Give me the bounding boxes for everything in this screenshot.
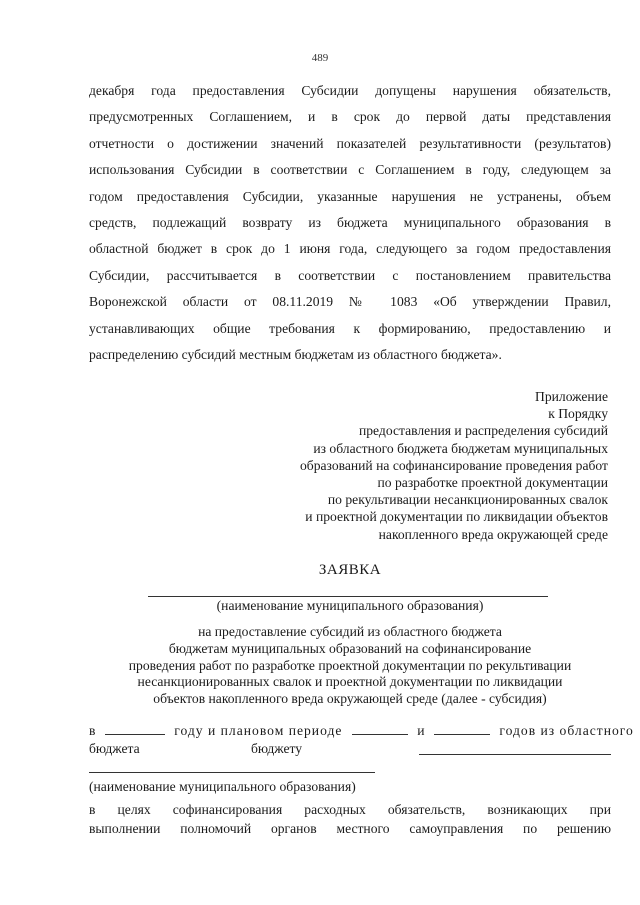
- appendix-line: накопленного вреда окружающей среде: [378, 526, 608, 542]
- appendix-line: Приложение: [535, 389, 608, 404]
- appendix-line: по разработке проектной документации: [377, 475, 608, 491]
- closing-paragraph: [89, 800, 611, 838]
- municipality-caption: (наименование муниципального образования): [216, 598, 484, 613]
- appendix-line: по рекультивации несанкционированных свалок: [327, 492, 608, 508]
- municipality-caption-2: (наименование муниципального образования): [89, 779, 356, 794]
- municipality-name-field: [148, 596, 548, 597]
- appendix-line: к Порядку: [548, 406, 608, 422]
- purpose-line: проведения работ по разработке проектной документации по рекультивации: [128, 657, 572, 673]
- appendix-line: образований на софинансирование проведения работ: [299, 457, 608, 473]
- budget-row-right: бюджету: [251, 741, 303, 756]
- paragraph-line: отчетности о достижении значений показателей результативности (результатов): [89, 135, 611, 151]
- paragraph-line: областной бюджет в срок до 1 июня года, следующего за годом предоставления: [89, 241, 611, 257]
- appendix-line: и проектной документации по ликвидации объектов: [305, 509, 608, 525]
- purpose-line: на предоставление субсидий из областного бюджета: [198, 624, 502, 639]
- budget-row: [89, 740, 611, 757]
- purpose-line: несанкционированных свалок и проектной документации по ликвидации: [137, 674, 563, 690]
- appendix-header: [300, 388, 608, 543]
- paragraph-line: устанавливающих общие требования к формированию, предоставлению и: [89, 320, 611, 336]
- paragraph-line: в целях софинансирования расходных обязательств, возникающих при: [89, 802, 611, 817]
- budget-recipient-field: [419, 742, 611, 755]
- purpose-line: бюджетам муниципальных образований на софинансирование: [168, 640, 532, 656]
- purpose-block: [60, 624, 640, 708]
- plan-year-end-field: [434, 722, 490, 735]
- body-paragraph: [89, 78, 611, 368]
- paragraph-line: распределению субсидий местным бюджетам из областного бюджета».: [89, 347, 502, 363]
- paragraph-line: выполнении полномочий органов местного самоуправления по решению: [89, 821, 611, 836]
- year-row: [89, 722, 634, 739]
- budget-row-left: бюджета: [89, 741, 140, 756]
- form-title: ЗАЯВКА: [318, 562, 382, 578]
- year-row-suffix: годов из областного: [499, 723, 634, 738]
- paragraph-line: Субсидии, рассчитывается в соответствии с постановлением правительства: [89, 267, 611, 283]
- year-row-middle: году и плановом периоде: [174, 723, 343, 738]
- page-number: 489: [311, 52, 329, 64]
- paragraph-line: годом предоставления Субсидии, указанные нарушения не устранены, объем: [89, 188, 611, 204]
- paragraph-line: предусмотренных Соглашением, и в срок до первой даты представления: [89, 109, 611, 125]
- paragraph-line: использования Субсидии в соответствии с Соглашением в году, следующем за: [89, 162, 611, 178]
- paragraph-line: средств, подлежащий возврату из бюджета муниципального образования в: [89, 215, 611, 231]
- year-field: [105, 722, 165, 735]
- paragraph-line: Воронежской области от 08.11.2019 № 1083 «Об утверждении Правил,: [89, 294, 611, 310]
- paragraph-line: декабря года предоставления Субсидии допущены нарушения обязательств,: [89, 83, 611, 98]
- year-row-prefix: в: [89, 723, 96, 738]
- municipality-name-field-2: [89, 772, 375, 773]
- appendix-line: предоставления и распределения субсидий: [358, 423, 608, 439]
- purpose-line: объектов накопленного вреда окружающей среде (далее - субсидия): [153, 691, 547, 707]
- plan-year-start-field: [352, 722, 408, 735]
- appendix-line: из областного бюджета бюджетам муниципальных: [313, 440, 608, 456]
- year-row-conj: и: [417, 723, 425, 738]
